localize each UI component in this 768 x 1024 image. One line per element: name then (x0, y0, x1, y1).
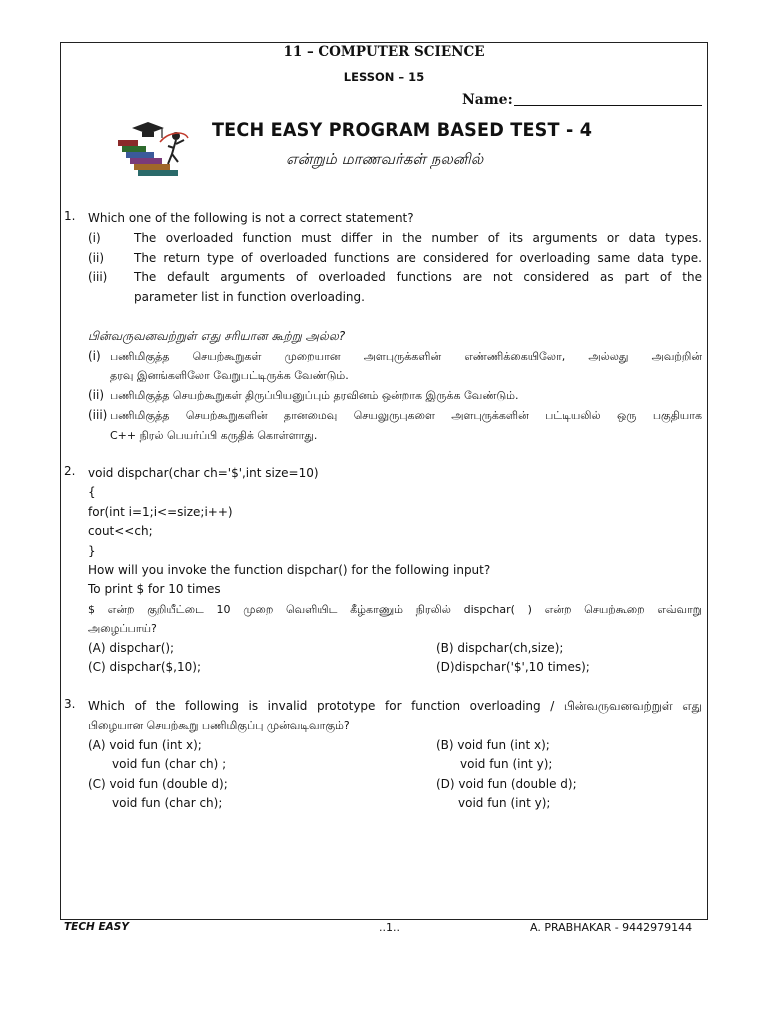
q1-item-label: (i) (88, 231, 101, 245)
q1-number: 1. (64, 209, 76, 223)
q1-tamil-item: பணிமிகுத்த செயற்கூறுகள் முறையான அளபுருக்களின் எண்ணிக்கையிலோ, அல்லது அவற்றின் (110, 350, 702, 363)
name-field-line[interactable] (514, 105, 702, 106)
q1-text: Which one of the following is not a correct statement? (88, 211, 414, 225)
q3-text: Which of the following is invalid prototype for function overloading / பின்வருவனவற்றுள் எது (88, 699, 702, 713)
q2-number: 2. (64, 464, 76, 478)
q2-text: How will you invoke the function dispchar() for the following input? (88, 563, 491, 577)
q3-option-b-line2: void fun (int y); (460, 757, 553, 771)
q2-tamil-cont: அழைப்பாய்? (88, 622, 157, 635)
page-number: ..1.. (379, 921, 400, 934)
q1-item-text: The return type of overloaded functions are considered for overloading same data type. (134, 251, 702, 265)
graduation-books-logo-icon (112, 118, 192, 180)
q2-option-d[interactable]: (D)dispchar('$',10 times); (436, 660, 590, 674)
q3-option-d-line2: void fun (int y); (458, 796, 551, 810)
q1-tamil-item: பணிமிகுத்த செயற்கூறுகளின் தானமைவு செயலுருபுகளை அளபுருக்களின் பட்டியலில் ஒரு பகுதியாக (110, 409, 702, 422)
q3-option-b[interactable]: (B) void fun (int x); (436, 738, 550, 752)
q1-item-text: The overloaded function must differ in the number of its arguments or data types. (134, 231, 702, 245)
lesson-label: LESSON – 15 (343, 70, 425, 84)
q2-code-line: cout<<ch; (88, 524, 153, 538)
q1-item-text: The default arguments of overloaded functions are not considered as part of the (134, 270, 702, 284)
q3-option-d[interactable]: (D) void fun (double d); (436, 777, 577, 791)
q1-tamil-label: (i) (88, 349, 101, 363)
q2-option-c[interactable]: (C) dispchar($,10); (88, 660, 201, 674)
q2-code-line: void dispchar(char ch='$',int size=10) (88, 466, 319, 480)
q1-tamil-item-cont: தரவு இனங்களிலோ வேறுபட்டிருக்க வேண்டும். (110, 369, 349, 382)
q2-option-b[interactable]: (B) dispchar(ch,size); (436, 641, 564, 655)
q2-code-line: } (88, 544, 96, 558)
footer-brand: TECH EASY (64, 921, 129, 933)
class-title: 11 – COMPUTER SCIENCE (283, 44, 485, 60)
q3-option-a[interactable]: (A) void fun (int x); (88, 738, 202, 752)
q1-tamil-label: (ii) (88, 388, 105, 402)
q1-item-text-cont: parameter list in function overloading. (134, 290, 365, 304)
q3-option-a-line2: void fun (char ch) ; (112, 757, 227, 771)
q1-tamil-question: பின்வருவனவற்றுள் எது சரியான கூற்று அல்ல? (88, 329, 346, 343)
q1-item-label: (ii) (88, 251, 105, 265)
q3-number: 3. (64, 697, 76, 711)
q2-tamil: $ என்ற குறியீட்டை 10 முறை வெளியிட கீழ்காணும் நிரலில் dispchar( ) என்ற செயற்கூறை எவ்வாறு (88, 603, 702, 616)
q3-option-c-line2: void fun (char ch); (112, 796, 223, 810)
q1-tamil-item-cont: C++ நிரல் பெயர்ப்பி கருதிக் கொள்ளாது. (110, 429, 318, 442)
footer-author: A. PRABHAKAR - 9442979144 (530, 921, 693, 934)
tamil-slogan: என்றும் மாணவர்கள் நலனில் (286, 150, 484, 168)
q2-option-a[interactable]: (A) dispchar(); (88, 641, 175, 655)
test-title: TECH EASY PROGRAM BASED TEST - 4 (212, 120, 593, 141)
q3-text-cont: பிழையான செயற்கூறு பணிமிகுப்பு முன்வடிவாகும்? (88, 719, 350, 732)
q2-code-line: { (88, 485, 96, 499)
q2-sub: To print $ for 10 times (88, 582, 221, 596)
q3-option-c[interactable]: (C) void fun (double d); (88, 777, 228, 791)
q1-tamil-item: பணிமிகுத்த செயற்கூறுகள் திருப்பியனுப்பும் தரவினம் ஒன்றாக இருக்க வேண்டும். (110, 389, 519, 402)
q2-code-line: for(int i=1;i<=size;i++) (88, 505, 233, 519)
name-label: Name: (462, 92, 513, 108)
q1-tamil-label: (iii) (88, 408, 108, 422)
q1-item-label: (iii) (88, 270, 108, 284)
